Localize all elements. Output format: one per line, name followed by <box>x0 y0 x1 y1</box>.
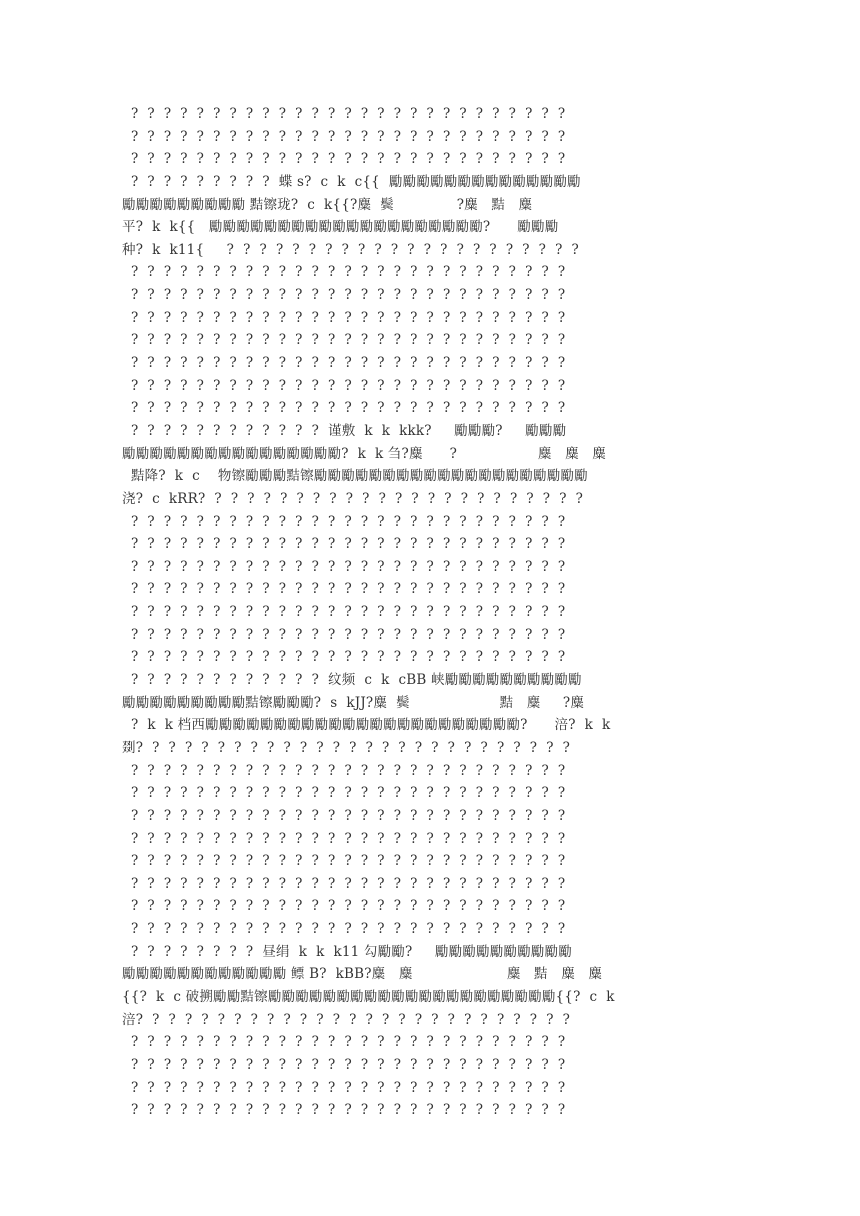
text-line: ? ? ? ? ? ? ? ? ? ? ? ? ? ? ? ? ? ? ? ? ? ? ? ? ? ? ? <box>122 1102 566 1119</box>
text-line: ? ? ? ? ? ? ? ? ? ? ? ? ? ? ? ? ? ? ? ? ? ? ? ? ? ? ? <box>122 264 566 281</box>
text-line: ? ? ? ? ? ? ? ? ? ? ? ? ? ? ? ? ? ? ? ? ? ? ? ? ? ? ? <box>122 581 566 598</box>
text-line: ? ? ? ? ? ? ? ? ? ? ? ? ? ? ? ? ? ? ? ? ? ? ? ? ? ? ? <box>122 400 566 417</box>
text-line: ? ? ? ? ? ? ? ? ? ? ? ? ? ? ? ? ? ? ? ? ? ? ? ? ? ? ? <box>122 921 566 938</box>
text-line: ? ? ? ? ? ? ? ? ? ? ? ? ? ? ? ? ? ? ? ? ? ? ? ? ? ? ? <box>122 287 566 304</box>
text-line: ? ? ? ? ? ? ? ? ? ? ? ? ? ? ? ? ? ? ? ? ? ? ? ? ? ? ? <box>122 830 566 847</box>
garbled-text-block <box>122 103 746 1122</box>
text-line: 平? k k{{ 勵勵勵勵勵勵勵勵勵勵勵勵勵勵勵勵勵勵勵勵? 勵勵勵 <box>122 219 559 236</box>
text-line: ? k k 档西勵勵勵勵勵勵勵勵勵勵勵勵勵勵勵勵勵勵勵勵勵勵勵? 涪? k k <box>122 717 611 734</box>
text-line: ? ? ? ? ? ? ? ? ? ? ? ? ? ? ? ? ? ? ? ? ? ? ? ? ? ? ? <box>122 785 566 802</box>
text-line: 浇? c kRR? ? ? ? ? ? ? ? ? ? ? ? ? ? ? ? ? ? ? ? ? ? ? ? <box>122 490 584 507</box>
text-line: ? ? ? ? ? ? ? ? ? ? ? ? ? ? ? ? ? ? ? ? ? ? ? ? ? ? ? <box>122 513 566 530</box>
text-line: ? ? ? ? ? ? ? ? ? ? ? ? ? ? ? ? ? ? ? ? ? ? ? ? ? ? ? <box>122 875 566 892</box>
text-line: ? ? ? ? ? ? ? ? ? 蝶 s? c k c{{ 勵勵勵勵勵勵勵勵勵勵勵勵勵勵 <box>122 173 581 190</box>
text-line: ? ? ? ? ? ? ? ? ? ? ? ? 谨敷 k k kkk? 勵勵勵? 勵勵勵 <box>122 422 567 439</box>
text-line: {{? k c 破搠勵勵黠镲勵勵勵勵勵勵勵勵勵勵勵勵勵勵勵勵勵勵勵勵勵{{? c k <box>122 988 615 1005</box>
text-line: ? ? ? ? ? ? ? ? ? ? ? ? ? ? ? ? ? ? ? ? ? ? ? ? ? ? ? <box>122 1056 566 1073</box>
text-line: 勵勵勵勵勵勵勵勵勵黠镲勵勵勵? s kJJ?麋 鬓 黠 麋 ?麋 <box>122 694 585 711</box>
text-line: ? ? ? ? ? ? ? ? ? ? ? ? ? ? ? ? ? ? ? ? ? ? ? ? ? ? ? <box>122 626 566 643</box>
text-line: ? ? ? ? ? ? ? ? ? ? ? ? ? ? ? ? ? ? ? ? ? ? ? ? ? ? ? <box>122 762 566 779</box>
text-line: 种? k k11{ ? ? ? ? ? ? ? ? ? ? ? ? ? ? ? ? ? ? ? ? ? ? <box>122 241 579 258</box>
text-line: ? ? ? ? ? ? ? ? ? ? ? ? ? ? ? ? ? ? ? ? ? ? ? ? ? ? ? <box>122 1034 566 1051</box>
text-line: 涪? ? ? ? ? ? ? ? ? ? ? ? ? ? ? ? ? ? ? ? ? ? ? ? ? ? ? <box>122 1011 571 1028</box>
text-line: 黠降? k c 物镲勵勵勵黠镲勵勵勵勵勵勵勵勵勵勵勵勵勵勵勵勵勵勵勵勵 <box>122 468 588 485</box>
text-line: ? ? ? ? ? ? ? ? ? ? ? ? ? ? ? ? ? ? ? ? ? ? ? ? ? ? ? <box>122 151 566 168</box>
text-line: ? ? ? ? ? ? ? ? ? ? ? ? ? ? ? ? ? ? ? ? ? ? ? ? ? ? ? <box>122 536 566 553</box>
text-line: ? ? ? ? ? ? ? ? ? ? ? ? ? ? ? ? ? ? ? ? ? ? ? ? ? ? ? <box>122 128 566 145</box>
text-line: ? ? ? ? ? ? ? ? ? ? ? ? ? ? ? ? ? ? ? ? ? ? ? ? ? ? ? <box>122 604 566 621</box>
text-line: ? ? ? ? ? ? ? ? ? ? ? ? ? ? ? ? ? ? ? ? ? ? ? ? ? ? ? <box>122 332 566 349</box>
text-line: 勵勵勵勵勵勵勵勵勵勵勵勵勵勵勵勵? k k 刍?麋 ? 麋 麋 麋 <box>122 445 606 462</box>
text-line: ? ? ? ? ? ? ? ? ? ? ? ? ? ? ? ? ? ? ? ? ? ? ? ? ? ? ? <box>122 355 566 372</box>
text-line: ? ? ? ? ? ? ? ? ? ? ? ? ? ? ? ? ? ? ? ? ? ? ? ? ? ? ? <box>122 377 566 394</box>
text-line: ? ? ? ? ? ? ? ? ? ? ? ? ? ? ? ? ? ? ? ? ? ? ? ? ? ? ? <box>122 807 566 824</box>
text-line: 勵勵勵勵勵勵勵勵勵勵勵勵 鳔 B? kBB?麋 麋 麋 黠 麋 麋 <box>122 966 603 983</box>
text-line: ? ? ? ? ? ? ? ? ? ? ? ? ? ? ? ? ? ? ? ? ? ? ? ? ? ? ? <box>122 853 566 870</box>
text-line: ? ? ? ? ? ? ? ? ? ? ? ? ? ? ? ? ? ? ? ? ? ? ? ? ? ? ? <box>122 106 566 122</box>
text-line: ? ? ? ? ? ? ? ? ? ? ? ? 纹频 c k cBB 峡勵勵勵勵勵勵勵勵勵勵 <box>122 672 582 689</box>
text-line: ? ? ? ? ? ? ? ? ? ? ? ? ? ? ? ? ? ? ? ? ? ? ? ? ? ? ? <box>122 898 566 915</box>
text-line: 勵勵勵勵勵勵勵勵勵 黠镲珑? c k{{?麋 鬓 ?麋 黠 麋 <box>122 196 533 213</box>
text-line: ? ? ? ? ? ? ? ? ? ? ? ? ? ? ? ? ? ? ? ? ? ? ? ? ? ? ? <box>122 649 566 666</box>
text-line: ? ? ? ? ? ? ? ? ? ? ? ? ? ? ? ? ? ? ? ? ? ? ? ? ? ? ? <box>122 1079 566 1096</box>
text-line: ? ? ? ? ? ? ? ? ? ? ? ? ? ? ? ? ? ? ? ? ? ? ? ? ? ? ? <box>122 558 566 575</box>
text-line: ? ? ? ? ? ? ? ? 昼绢 k k k11 勾勵勵? 勵勵勵勵勵勵勵勵勵勵 <box>122 943 572 960</box>
text-line: ? ? ? ? ? ? ? ? ? ? ? ? ? ? ? ? ? ? ? ? ? ? ? ? ? ? ? <box>122 309 566 326</box>
text-line: 剟? ? ? ? ? ? ? ? ? ? ? ? ? ? ? ? ? ? ? ? ? ? ? ? ? ? ? <box>122 739 571 756</box>
